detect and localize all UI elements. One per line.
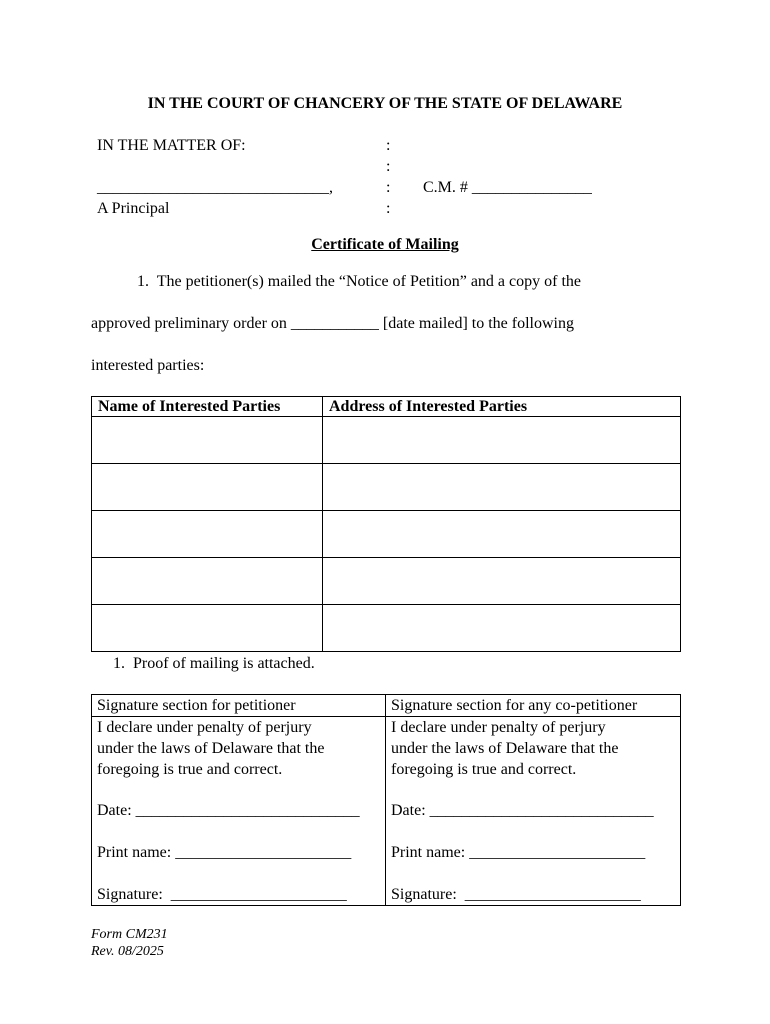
signature-heading: Signature section for any co-petitioner [391, 697, 638, 714]
party-address-cell[interactable] [323, 558, 681, 605]
table-row [92, 605, 681, 652]
signature-heading: Signature section for petitioner [97, 697, 296, 714]
caption-colon: : [386, 137, 391, 154]
certificate-heading: Certificate of Mailing [311, 236, 459, 253]
table-row [92, 511, 681, 558]
form-id: Form CM231 [91, 927, 168, 942]
petitioner-signature-heading [92, 695, 386, 717]
mailing-date-line[interactable]: approved preliminary order on ___________ [date mailed] to the following [91, 315, 574, 332]
party-address-cell[interactable] [323, 417, 681, 464]
signature-field[interactable]: Signature: ______________________ [391, 886, 641, 903]
print-name-field[interactable]: Print name: ______________________ [391, 844, 646, 861]
column-header-name: Name of Interested Parties [92, 397, 323, 417]
case-number-field[interactable]: C.M. # _______________ [423, 179, 592, 196]
mailing-statement-line: 1. The petitioner(s) mailed the “Notice of Petition” and a copy of the [137, 273, 582, 290]
form-revision: Rev. 08/2025 [91, 944, 164, 959]
matter-label: IN THE MATTER OF: [97, 137, 246, 154]
party-name-cell[interactable] [92, 605, 323, 652]
print-name-field[interactable]: Print name: ______________________ [97, 844, 352, 861]
party-name-cell[interactable] [92, 558, 323, 605]
interested-parties-table [91, 396, 681, 652]
column-header-address: Address of Interested Parties [323, 397, 681, 417]
co-petitioner-signature-heading [386, 695, 681, 717]
proof-of-mailing-line: 1. Proof of mailing is attached. [113, 655, 315, 672]
court-title: IN THE COURT OF CHANCERY OF THE STATE OF DELAWARE [147, 95, 623, 112]
party-name-cell[interactable] [92, 511, 323, 558]
declaration-text: foregoing is true and correct. [391, 761, 577, 778]
signature-field[interactable]: Signature: ______________________ [97, 886, 347, 903]
table-header-row [92, 397, 681, 417]
declaration-text: I declare under penalty of perjury [97, 719, 312, 736]
party-name-cell[interactable] [92, 464, 323, 511]
caption-colon: : [386, 200, 391, 217]
signature-table [91, 694, 681, 906]
party-address-cell[interactable] [323, 605, 681, 652]
table-row [92, 558, 681, 605]
co-petitioner-signature-section [386, 717, 681, 906]
principal-label: A Principal [97, 200, 170, 217]
party-name-cell[interactable] [92, 417, 323, 464]
signature-header-row [92, 695, 681, 717]
declaration-text: foregoing is true and correct. [97, 761, 283, 778]
petitioner-signature-section [92, 717, 386, 906]
mailing-statement-line: interested parties: [91, 357, 205, 374]
date-field[interactable]: Date: ____________________________ [391, 802, 654, 819]
principal-name-blank[interactable]: _____________________________, [97, 179, 333, 196]
party-address-cell[interactable] [323, 511, 681, 558]
caption-colon: : [386, 158, 391, 175]
declaration-text: under the laws of Delaware that the [97, 740, 325, 757]
table-row [92, 417, 681, 464]
declaration-text: I declare under penalty of perjury [391, 719, 606, 736]
caption-colon: : [386, 179, 391, 196]
table-row [92, 464, 681, 511]
signature-body-row [92, 717, 681, 906]
party-address-cell[interactable] [323, 464, 681, 511]
date-field[interactable]: Date: ____________________________ [97, 802, 360, 819]
declaration-text: under the laws of Delaware that the [391, 740, 619, 757]
